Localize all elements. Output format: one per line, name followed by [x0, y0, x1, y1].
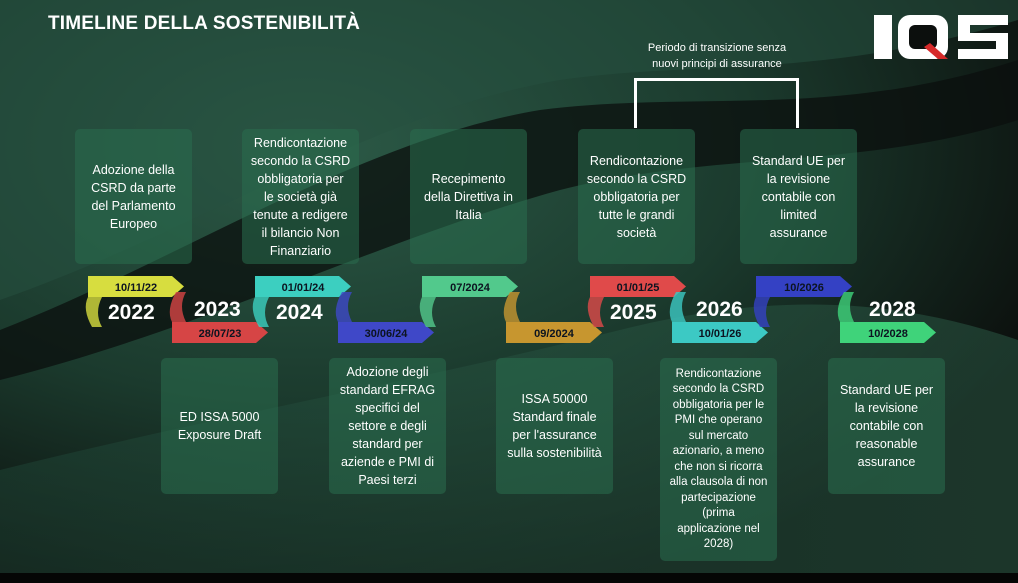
event-box-issa-final: ISSA 50000 Standard finale per l'assurance sulla sostenibilità: [496, 358, 613, 494]
year-2028: 2028: [869, 298, 916, 321]
event-box-issa-draft: ED ISSA 5000 Exposure Draft: [161, 358, 278, 494]
event-box-reasonable-assurance: Standard UE per la revisione contabile con reasonable assurance: [828, 358, 945, 494]
event-box-italy-transposition: Recepimento della Direttiva in Italia: [410, 129, 527, 264]
milestone-arrow-6: [504, 292, 602, 343]
year-2025: 2025: [610, 301, 657, 324]
milestone-date: 01/01/24: [281, 282, 325, 294]
year-2023: 2023: [194, 298, 241, 321]
milestone-arrow-4: [336, 292, 434, 343]
milestone-date: 10/01/26: [698, 328, 742, 340]
milestone-date: 07/2024: [450, 282, 490, 294]
event-box-efrag-standards: Adozione degli standard EFRAG specifici del settore e degli standard per aziende e PMI di Paesi terzi: [329, 358, 446, 494]
page-title: TIMELINE DELLA SOSTENIBILITÀ: [48, 13, 361, 34]
year-2022: 2022: [108, 301, 155, 324]
milestone-date: 28/07/23: [198, 328, 242, 340]
milestone-date: 10/2028: [868, 328, 908, 340]
event-box-csrd-adoption: Adozione della CSRD da parte del Parlamento Europeo: [75, 129, 192, 264]
year-2024: 2024: [276, 301, 323, 324]
milestone-connector: [86, 297, 102, 327]
milestone-date: 01/01/25: [616, 282, 660, 294]
milestone-arrow-5: [420, 276, 518, 327]
milestone-arrow-9: [754, 276, 852, 327]
milestone-date: 30/06/24: [364, 328, 408, 340]
event-box-limited-assurance: Standard UE per la revisione contabile con limited assurance: [740, 129, 857, 264]
milestone-date: 10/11/22: [114, 282, 158, 294]
milestone-date: 09/2024: [534, 328, 574, 340]
year-2026: 2026: [696, 298, 743, 321]
transition-period-note: Periodo di transizione senza nuovi principi di assurance: [647, 42, 787, 70]
milestone-date: 10/2026: [784, 282, 824, 294]
event-box-csrd-large-companies: Rendicontazione secondo la CSRD obbligatoria per tutte le grandi società: [578, 129, 695, 264]
event-box-csrd-sme: Rendicontazione secondo la CSRD obbligatoria per le PMI che operano sul mercato azionario, a meno che non si ricorra alla clausola di non partecipazione (prima applicazione nel 2028): [660, 358, 777, 561]
event-box-csrd-nfr-companies: Rendicontazione secondo la CSRD obbligatoria per le società già tenute a redigere il bilancio Non Finanziario: [242, 129, 359, 264]
